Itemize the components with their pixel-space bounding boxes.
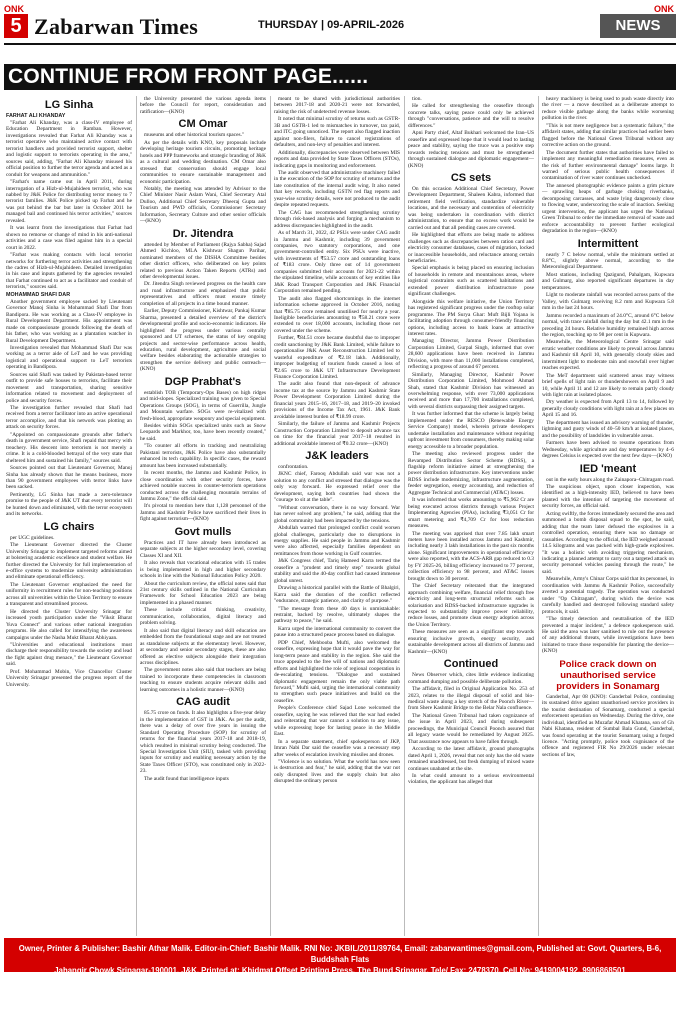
- column-4: [408, 96, 534, 936]
- paragraph: "Farhat was making contacts with local terrorist networks for furthering terror activities and strengthening the cadres of Hizb-ul-Mujahideen. Detailed investigation in his case and inputs gathered by the agencies revealed that Farhat continued to act as a facilitator and conduit of terrorists," sources said.: [6, 252, 132, 291]
- story-heading-cm-omar: CM Omar: [178, 118, 228, 131]
- paragraph: the University presented the various agenda items before the Council for report, consideration and ratification—(KNO): [140, 96, 266, 115]
- paragraph: "Appointed on compassionate grounds after father's death in government service, Shafi repaid that mercy with treachery. His descent into terrorism is not merely a crime. It is a cold-blooded betrayal of the very state that sheltered him and sustained his family," sources said.: [6, 431, 132, 464]
- story-headline-police-crackdown: Police crack down on unauthorised service providers in Sonamarg: [556, 658, 660, 692]
- story-heading-intermittent: Intermittent: [577, 237, 639, 250]
- paragraph: Besides within SOGs specialized units such as Snow Leopards and Markhor, too, have been recently created," he said.: [140, 423, 266, 442]
- paragraph: As per the details with KNO, key proposals include developing heritage tourism circuits, promoting heritage hotels and PPP frameworks and strategic branding of J&K as a cultural and wedding destination. CM Omar also stressed that conservation should engage local communities to ensure sustainable management and economic participation.: [140, 139, 266, 185]
- paragraph: In a separate statement, chief spokesperson of JKP, Imran Nabi Dar said the ceasefire was a necessary step after weeks of escalation involving missiles and drones.: [274, 738, 400, 758]
- paragraph: Ganderbal, Apr 08 (KNO): Ganderbal Police, continuing its sustained drive against unauthorised service providers in the tourist destination of Sonamarg, conducted a special enforcement operation on Wednesday. During the drive, one individual, identified as Muzafar Ahmad Khatana, son of Gh Nabi Khatana, resident of Sumbal Bala Gund, Ganderbal, was found operating at the tourist Sonamarg using a forged licence. "Acting promptly, police took cognisance of the offence and registered FIR No 29/2026 under relevant sections of law,: [542, 693, 674, 758]
- paragraph: "Universities and educational institutions must discharge their responsibility towards the society and lead the fight against drug menace," the Lieutenant Governor said.: [6, 641, 132, 668]
- paragraph: Earlier, Deputy Commissioner, Kishtwar, Pankaj Kumar Sharma, presented a detailed overview of the district's developmental profile and socio-economic indicators. He highlighted the progress under various centrally sponsored and UT schemes, the status of key ongoing projects and sector-wise performance across health, education, rural development, agriculture and social welfare besides elaborating the actionable strategies to strengthen the service delivery and public outreach—(KNO): [140, 308, 266, 373]
- paragraph: Farmers have been advised to resume operations from Wednesday, while agriculture and day temperatures by 4–6 degrees Celsius is expected over the next few days—(KNO): [542, 440, 674, 460]
- paragraph: Pertinently, LG Sinha has made a zero-tolerance promise to the people of J&K UT that every terrorist will be hunted down and eliminated, with the terror ecosystem and its networks.: [6, 491, 132, 518]
- paragraph: "The timely detection and neutralisation of the IED prevented a major incident," a defence spokesperson said. He said the area was later sanitised to rule out the presence of any additional threats, while investigations have been initiated to trace those responsible for planting the device—(KNO): [542, 616, 674, 655]
- paragraph: museums and other historical tourism spaces.": [144, 132, 245, 139]
- paragraph: Apni Party chief, Altaf Bukhari welcomed the Iran–US ceasefire and expressed hope that it would lead to lasting peace and stability, saying the truce was a positive step towards reducing tensions and must be strengthened through sustained dialogue and diplomatic engagement—(KNO): [408, 130, 534, 169]
- paragraph: attended by Member of Parliament (Rajya Sabha) Sajad Ahmed Kichloo, MLA Kishtwar Shagun Parihar, nominated members of the DISHA Committee besides other district officers, who deliberated on key points related to previous Action Taken Reports (ATRs) and other developmental issues.: [140, 241, 266, 280]
- paragraph: tion.: [412, 96, 422, 102]
- paragraph: Prof. Mohammad Mobin, Vice Chancellor Cluster University Srinagar presented the progress report of the University.: [6, 668, 132, 688]
- paragraph: The annexed photographic evidence paints a grim picture — sprawling heaps of garbage choking riverbanks, decomposing carcasses, and waste lying dangerously close to flowing water, underscoring the scale of inaction. Seeking urgent intervention, the applicant has urged the National Green Tribunal to order the immediate removal of waste and enforce accountability to prevent further ecological degradation in the region—(KNO): [542, 182, 674, 235]
- paragraph: PDP Chief, Mehbooba Mufti, also welcomed the ceasefire, expressing hope that it would pave the way for long-term peace and stability in the region. She said the truce appealed to the free will of nations and diplomatic efforts and highlighted the role of regional cooperation in de-escalating tensions. "Dialogue and sustained diplomatic engagement remain the only viable path forward," Mufti said, urging the international community to strengthen such peace initiatives and build on the ceasefire.: [274, 639, 400, 704]
- story-heading-dr-jitendra: Dr. Jitendra: [172, 227, 234, 240]
- masthead-bar: [0, 0, 680, 52]
- story-subhead: MOHAMMAD SHAFI DAR: [6, 291, 71, 298]
- paragraph: It also said that digital literacy and skill education are embedded from the foundational stage and are not treated as standalone subjects at the elementary level. However, at secondary and senior secondary stages, these are also offered as elective subjects alongside their integration across disciplines.: [140, 627, 266, 666]
- paragraph: 85.75 crore on funds. It also highlights a five-year delay in the implementation of GST in J&K. As per the audit, there was a delay of over five years in issuing the Standard Operating Procedure (SOP) for scrutiny of returns for the financial years 2017-18 and 2018-19, which resulted in minimal scrutiny being conducted. The Special Investigation Unit (SIU), tasked with providing inputs for scrutiny and enabling necessary action by the State Taxes Officer (STO), was constituted only in 2022-23.: [140, 710, 266, 775]
- paragraph: In recent months, the Jammu and Kashmir Police, in close coordination with other security forces, have achieved notable success in counter-terrorism operations conducted across the challenging mountain terrains of Jammu Zone," the official said.: [140, 470, 266, 503]
- paragraph: "To counter all efforts in tracking and neutralizing Pakistani terrorists, J&K Police have also substantially enhanced its tech capability. In specific cases, the reward amount has been increased substantially.: [140, 443, 266, 469]
- paragraph: Investigation revealed that Mohammad Shafi Dar was working as a terror aide of LeT and he was providing logistical and operational support to LeT terrorists operating in Bandipora.: [6, 344, 132, 371]
- paragraph: He highlighted that efforts are being made to address challenges such as discrepancies between ration card and electricity consumer databases, cases of migration, locked or inaccessible households, and reluctance among certain beneficiaries.: [408, 232, 534, 264]
- paragraph: nearly 7 C below normal, while the minimum settled at 8.8°C, slightly above normal, according to the Meteorological Department.: [542, 251, 674, 271]
- paragraph: He called for strengthening the ceasefire through concrete talks, saying peace could only be achieved through "conversations, patience and the will to resolve differences.": [408, 103, 534, 129]
- paragraph: The audit found that intelligence inputs: [144, 775, 229, 782]
- paragraph: It's pivotal to mention here that 1,128 personnel of the Jammu and Kashmir Police have sacrificed their lives in fight against terrorism—(KNO): [140, 503, 266, 523]
- paragraph: The audit also found that non-deposit of advance income tax at the source by Jammu and Kashmir State Power Development Corporation Limited during the financial years 2015–16, 2017–18, and 2019–20 invoked provisions of the Income Tax Act, 1961. J&K Bank avoidable interest burden of ₹18.99 crore.: [274, 381, 400, 420]
- paragraph: Drawing a historical parallel with the Battle of Bhalgiri, Karra said the duration of the conflict reflected "endurance, strategic patience, and clarity of purpose.": [274, 585, 400, 605]
- paragraph: In what could amount to a serious environmental violation, the applicant has alleged that: [408, 772, 534, 786]
- paragraph: Practices and IT have already been introduced as separate subjects at the higher secondary level, covering Classes XI and XII.: [140, 539, 266, 559]
- section-banner: CONTINUE FROM FRONT PAGE......: [4, 64, 676, 90]
- paragraph: As of March 31, 2022, 42 PSUs were under CAG audit in Jammu and Kashmir, including 39 government companies, two statutory corporations, and one government-controlled entity. Six PSUs were inactive, with investments of ₹53.57 crore and outstanding loans of ₹183 crore. Only three out of 14 government companies submitted their accounts for 2021-22 within the stipulated timeline, while accounts of key entities like J&K Road Transport Corporation and J&K Financial Corporation remained pending.: [274, 230, 400, 295]
- paragraph: People's Conference chief Sajad Lone welcomed the ceasefire, saying he was relieved that the war had ended and reiterating that war cannot a solution to any issue, while expressing hope for lasting peace in the Middle East.: [274, 705, 400, 738]
- paragraph: It was informed that works amounting to ₹5,962 Cr are being executed across districts through various Project Implementing Agencies (PIAs), including ₹3,051 Cr for smart metering and ₹4,709 Cr for loss reduction measures.: [408, 497, 534, 530]
- story-heading-cs-sets: CS sets: [450, 171, 492, 184]
- paragraph: The department has issued an advisory warning of thunder, lightning and gusty winds of 40–50 km/h at isolated places, and the possibility of landslides in vulnerable areas.: [542, 419, 674, 439]
- paragraph: Further, ₹84.51 crore became doubtful due to improper credit sanctioning by J&K Bank Limited, while failure to operationalise J&K Asset Reconstruction Limited led to wasteful expenditure of ₹2.18 lakh. Additionally, improper budgeting of tourism funds caused a loss of ₹2.65 crore to J&K UT Infrastructure Development Finance Corporation Limited.: [274, 335, 400, 381]
- column-3: [274, 96, 400, 936]
- paragraph: The government notes also said that teachers are being trained to incorporate these competencies in classroom teaching to ensure students acquire relevant skills and learning outcomes in a holistic manner—(KNO): [140, 667, 266, 693]
- paragraph: Light to moderate rainfall was recorded across parts of the Valley, with Gulmarg receiving 8.2 mm and Kupwara 5.8 mm in the last 24 hours.: [542, 292, 674, 312]
- paragraph: per UGC guidelines.: [10, 534, 55, 541]
- paragraph: Dr. Jitendra Singh reviewed progress on the health care and road infrastructure and emphasized that public representatives and officers must ensure timely completion of all projects in a time bound manner.: [140, 281, 266, 307]
- paragraph: The document further states that authorities have failed to implement any meaningful remediation measures, even as the risk of further environmental damage" looms large. It warned of serious public health consequences if contamination of river water continues unchecked.: [542, 149, 674, 182]
- paragraph: The affidavit, filed in Original Application No. 253 of 2023, relates to the illegal disposal of solid and bio-medical waste along a key stretch of the Poonch River—from Shere Kashmir Bridge to the Belar Nala confluence.: [408, 686, 534, 712]
- paragraph: The audit observed that administrative machinery failed in the execution of the SOP for scrutiny of returns and the late constitution of the internal audit wing. It also noted that key records, including GSTN red flag reports and year-wise scrutiny details, were not produced to the audit despite repeated requests.: [274, 169, 400, 209]
- paragraph: establish TOB (Temporary-Ops Bases) on high ridges and mid-slopes. Specialized training was given to Special Operations Groups (SOG), in terms of Guerrilla, Jungle and Mountain warfare. SOGs were re-vitalized with fresh-blood, appropriate weaponry and special equipment.: [140, 389, 266, 422]
- column-divider: [404, 96, 405, 936]
- paragraph: It was further informed that the scheme is largely being implemented under the RESCO (Renewable Energy Service Company) model, wherein private developers undertake installation and maintenance without requiring upfront investment from consumers, thereby making solar energy accessible to a broader population.: [408, 411, 534, 450]
- story-heading-continued: Continued: [443, 658, 499, 671]
- paragraph: "Farhat Ali Khanday, was a class-IV employee of Education Department in Ramban. However, investigations revealed that Farhat Ali Khanday was a terrorist operative who maintained active contact with terrorist handlers and provided terrorist support, shelter and logistic support to terrorists operating in the area," sources said, adding, "Farhat Ali Khanday misused his official position to further the terror agenda and acted as a conduit for weapons and ammunition.": [6, 120, 132, 178]
- paragraph: Jammu recorded a maximum of 24.0°C, around 6°C below normal, with trace rainfall during the day but 42.1 mm in the preceding 24 hours. Relative humidity remained high across the region, touching up to 98 per cent in Kupwara.: [542, 312, 674, 338]
- paragraph: "Violence is no solution. What the world has now seen is destruction and fear," he said, adding that the war not only disrupted lives and the supply chain but also disrupted the ordinary person: [274, 758, 400, 785]
- paragraph: "This is not mere negligence but a systematic failure," the affidavit states, adding that similar practices had earlier been flagged before the National Green Tribunal without any corrective action on the ground.: [542, 122, 674, 149]
- column-2: [140, 96, 266, 936]
- paragraph: These measures are seen as a significant step towards ensuring inclusive growth, energy security, and sustainable development across all districts of Jammu and Kashmir—(KNO): [408, 629, 534, 655]
- paragraph: These include critical thinking, creativity, communication, collaboration, digital literacy and problem solving.: [140, 607, 266, 627]
- paragraph: It noted that minimal scrutiny of returns such as GSTR-3B and GSTR-1 led to mismatches in turnover, tax paid, and ITC going unnoticed. The report also flagged inaction against non-filers, failure to cancel registrations of defaulters, and non-levy of penalties and interest.: [274, 116, 400, 149]
- story-subhead: FARHAT ALI KHANDAY: [6, 113, 66, 119]
- newspaper-title: Zabarwan Times: [34, 14, 199, 39]
- issue-date: THURSDAY | 09-APRIL-2026: [258, 19, 405, 31]
- paragraph: Similarly, the failure of Jammu and Kashmir Projects Construction Corporation Limited to deposit advance tax on time for the financial year 2017–18 resulted in additional avoidable interest of ₹0.32 crore—(KNO): [274, 421, 400, 447]
- paragraph: On this occasion Additional Chief Secretary, Power Development Department, Shaleen Kabra, informed that retirement field verification, standardize vulnerable locations, and the necessary and contention of electricity was being undertaken in coordination with district administration, to ensure that no excess work would be carried out and that all pending cases are covered.: [408, 185, 534, 231]
- paragraph: The Lieutenant Governor directed the Cluster University Srinagar to implement targeted reforms aimed at bolstering academic excellence and student welfare. He further directed the University for full implementation of e-office systems to modernize university administration and eliminate operational efficiency.: [6, 542, 132, 581]
- section-tab-news: NEWS: [600, 14, 676, 38]
- story-heading-ied-meant: IED 'meant: [579, 462, 637, 475]
- paragraph: Meanwhile, the Meteorological Centre Srinagar said erratic weather conditions are likely to prevail across Jammu and Kashmir till April 10, with generally cloudy skies and intermittent light to moderate rain and snowfall over higher reaches expected.: [542, 339, 674, 372]
- paragraph: The National Green Tribunal had taken cognizance of the issue in April 2023, and during subsequent proceedings, the Municipal Council Poonch assured that all legacy waste would be remediated by August 2025. That assurance now appears to have fallen through.: [408, 712, 534, 745]
- paragraph: The CAG has recommended strengthening scrutiny through risk-based analysis and forging a mechanism to address discrepancies highlighted in the audit.: [274, 209, 400, 229]
- paragraph: The suspicious object, upon closer inspection, was identified as a high-intensity IED, believed to have been planted with the intention of targeting the movement of security forces, an official said.: [542, 484, 674, 510]
- paragraph: Abdullah warned that prolonged conflict could worsen global challenges, particularly due to disruptions in energy supplies. He said people in Jammu and Kashmir were also affected, especially families dependent on remittances from those working in Gulf countries.: [274, 525, 400, 557]
- paragraph: The investigation further revealed that Shafi had received from a terror facilitator into an active operational terror accomplice, and that his network was plotting an attack on security forces.: [6, 405, 132, 431]
- paragraph: Alongside this welfare initiative, the Union Territory has registered significant progress under the rooftop solar programme. The PM Surya Ghar: Muft Bijli Yojana is facilitating adoption through consumer-friendly financing options, including access to bank loans at attractive interest rates.: [408, 298, 534, 337]
- paragraph: Meanwhile, Army's Chinar Corps said that its personnel, in coordination with Jammu & Kashmir Police, successfully averted a potential tragedy. The operation was conducted under "Op Chitragam", during which the device was carefully handled and destroyed following standard safety protocols, it said.: [542, 576, 674, 615]
- paragraph: confrontation.: [278, 464, 309, 471]
- story-heading-jk-leaders: J&K leaders: [305, 450, 369, 463]
- masthead-rule: [4, 43, 676, 45]
- paragraph: Another government employee sacked by Lieutenant Governor Manoj Sinha is Mohammad Shafi Dar from Bandipora. He was working as a Class-IV employee in Rural Development Department. His appointment was made on compassionate grounds following the death of his father, who was working as a plantation watcher in Rural Development Department.: [6, 298, 132, 344]
- paragraph: Acting swiftly, the forces immediately secured the area and summoned a bomb disposal squad to the spot, he said, adding that the team later defused the explosives in a controlled operation, ensuring there was no damage or casualties. According to the official, the IED weighed around 14.5 kilograms and was packed with high-grade explosives. "It was a holistic with avoiding triggering mechanism, indicating a planned attempt to carry out a targeted attack on security personnel vehicles passing through the route," he said.: [542, 510, 674, 575]
- paragraph: The meeting also reviewed progress under the Revamped Distribution Sector Scheme (RDSS), a flagship reform initiative aimed at strengthening the power distribution infrastructure. Key interventions under RDSS include modernizing, infrastructure augmentation, feeder segregation, energy accounting, and reduction of Aggregate Technical and Commercial (AT&C) losses.: [408, 451, 534, 496]
- paragraph: JKNC chief, Farooq Abdullah said war was not a solution to any conflict and stressed that dialogue was the only way forward. He expressed relief over the development, saying both countries had shown the "courage to sit at the table".: [274, 471, 400, 504]
- paragraph: "The message from these 40 days is unmistakable: restraint, backed by resolve, ultimately shapes the pathway to peace," he said.: [274, 605, 400, 625]
- paragraph: Sources said Shafi was tasked by Pakistan-based terror outfit to provide safe houses to terrorists, facilitate their movement and transportation, sharing sensitive information related to movement and deployment of police and security forces.: [6, 371, 132, 404]
- column-divider: [270, 96, 271, 936]
- paragraph: News Observer which, cites little evidence indicating command dumping and possible deliberate pollution.: [408, 672, 534, 685]
- paragraph: meant to be shared with jurisdictional authorities between 2017-18 and 2020-21 were not forwarded, raising the risk of undetected revenue losses.: [274, 96, 400, 115]
- paragraph: Dry weather is expected from April 13 to 14, followed by generally cloudy conditions with light rain at a few places on April 15 and 16.: [542, 399, 674, 419]
- paragraph: Notably, the meeting was attended by Advisor to the Chief Minister Nasir Aslam Wani, Chief Secretary Atal Dulloo, Additional Chief Secretary Dheeraj Gupta and Tourism and PWD officials, Commissioner Secretary Information, Secretary Culture and other senior officials—(KNO): [140, 185, 266, 225]
- paragraph: Managing Director, Jammu Power Distribution Corporation Limited, Gurpal Singh, informed that over 28,600 applications have been received in Jammu Division, with more than 11,000 installations completed, reflecting a progress of around 67 percent.: [408, 338, 534, 371]
- page-number-badge: 5: [4, 14, 28, 38]
- story-heading-lg-chairs: LG chairs: [43, 520, 95, 533]
- paragraph: The Chief Secretary reiterated that the integrated approach combining welfare, financial relief through free electricity and long-term structural reforms such as solarisation and RDSS-backed infrastructure upgrades is expected to substantially improve power reliability, reduce losses, and promote clean energy adoption across the Union Territory.: [408, 583, 534, 628]
- imprint-footer: [4, 938, 676, 975]
- column-divider: [136, 96, 137, 936]
- paragraph: The meeting was apprised that over 7.85 lakh smart meters have been installed across Jammu and Kashmir, including nearly 3 lakh installations in the past six months alone. Significant improvements in operational efficiency were also reported, with the ACS-ARR gap reduced to 0.3 by FY 2025-26, billing efficiency increased to 77 percent, collection efficiency to 98 percent, and AT&C losses brought down to 30 percent.: [408, 530, 534, 582]
- paragraph: The audit also flagged shortcomings in the internet information scheme approved in October 2016, noting that ₹85.75 crore remained unutilised for nearly a year. Ineligible beneficiaries amounting to ₹58.21 crore were extended to over 18,000 accounts, including those not covered under the scheme.: [274, 295, 400, 334]
- story-heading-cag-audit: CAG audit: [176, 696, 230, 709]
- paragraph: According to the latest affidavit, ground photographs dated April 1, 2026, reveal that not only has the old waste remained unaddressed, but fresh dumping of mixed waste continues unabated at the site.: [408, 746, 534, 772]
- paragraph: J&K Congress chief, Tariq Hameed Karra termed the ceasefire a "prudent and timely step" towards global stability and said the 40-day conflict had caused immense global unrest.: [274, 558, 400, 584]
- story-heading-dgp-prabhat: DGP Prabhat's: [164, 375, 242, 388]
- paragraph: "Farhat's name came out in April 2011, during interrogation of a Hizb-ul-Mujahideen terrorist, who was nabbed by J&K Police for distributing terror money to 7 terrorist families. J&K Police picked up Farhat and he was put behind the bar but later in October 2011 he managed bail and continued his terror activities," sources revealed.: [6, 179, 132, 224]
- story-heading-lg-sinha: LG Sinha: [44, 99, 94, 111]
- paragraph: Karra urged the international community to convert the pause into a structured peace process based on dialogue.: [274, 625, 400, 639]
- column-divider: [538, 96, 539, 936]
- column-1: [6, 96, 132, 936]
- paragraph: out in the early hours along the Zainapora–Chitragam road.: [546, 476, 674, 483]
- paragraph: He directed the Cluster University Srinagar for increased youth participation under the "Viksit Bharat Yuva Connect" and various other national integration programs. He also called for intensifying the awareness campaigns under the Nasha Mukt Bharat Abhiyaan.: [6, 608, 132, 641]
- column-5: [542, 96, 674, 936]
- paragraph: About the curriculum review, the official notes said that 21st century skills outlined in the National Curriculum Framework for School Education 2023 are being implemented in a phased manner.: [140, 580, 266, 606]
- brand-right-logo: ONK: [654, 4, 674, 14]
- story-heading-govt-mulls: Govt mulls: [174, 525, 232, 538]
- paragraph: Additionally, discrepancies were observed between MIS reports and data provided by State Taxes Officers (STOs), indicating gaps in monitoring and enforcement.: [274, 149, 400, 169]
- paragraph: It also reveals that vocational education with 15 trades is being implemented in high and higher secondary schools in line with the National Education Policy 2020.: [140, 560, 266, 580]
- brand-small-logo: ONK: [4, 4, 24, 14]
- imprint-line-1: Owner, Printer & Publisher: Bashir Athar Malik. Editor-in-Chief: Bashir Malik. RNI No: JKBIL/2011/39764, Email: zabarwantimes@gmail.com, Published at: Govt. Quarters, B-6, Buddshah Flats: [18, 944, 662, 964]
- paragraph: The Lieutenant Governor emphasized the need for uniformity in recruitment rules for non-teaching positions across all universities within the Union Territory to ensure a transparent and streamlined process.: [6, 581, 132, 608]
- paragraph: Most stations, including Qazigund, Pahalgam, Kupwara and Gulmarg, also reported significant departures in day temperatures.: [542, 271, 674, 291]
- paragraph: Sources pointed out that Lieutenant Governor, Manoj Sinha has already shown that he means business, more than 90 government employees with terror links have been sacked.: [6, 465, 132, 491]
- paragraph: The MeT department said scattered areas may witness brief spells of light rain or thundershowers on April 9 and 10, while April 11 and 12 are likely to remain partly cloudy with light rain at isolated places.: [542, 372, 674, 399]
- paragraph: Similarly, Managing Director, Kashmir Power Distribution Corporation Limited, Mohmood Ahmad Shah, stated that Kashmir Division has witnessed an overwhelming response, with over 73,000 applications received and more than 17,700 installations completed, with several districts surpassing their assigned targets.: [408, 371, 534, 410]
- paragraph: It was learnt from the investigations that Farhat had shown no remorse or change of mind in his anti-national activities and a case was filed against him in a special court in 2022.: [6, 225, 132, 251]
- paragraph: "Without conversation, there is no way forward. War has never solved any problem," he said, adding that the global community had been impacted by the tensions.: [274, 504, 400, 524]
- paragraph: heavy machinery is being used to push waste directly into the river — a move described as a deliberate attempt to reduce visible garbage along the banks while worsening pollution in the river.: [542, 96, 674, 122]
- imprint-line-2: Jahangir Chowk Srinagar-190001. J&K. Printed at: Khidmat Offset Printing Press, The Bund Srinagar, Tele/ Fax: 2478370, Cell No: 9419004192, 9906868501: [54, 966, 626, 975]
- paragraph: Special emphasis is being placed on ensuring inclusion of households in remote and mountainous areas, where logistical constraints such as scattered habitations and extended power distribution infrastructure pose significant challenges.: [408, 265, 534, 298]
